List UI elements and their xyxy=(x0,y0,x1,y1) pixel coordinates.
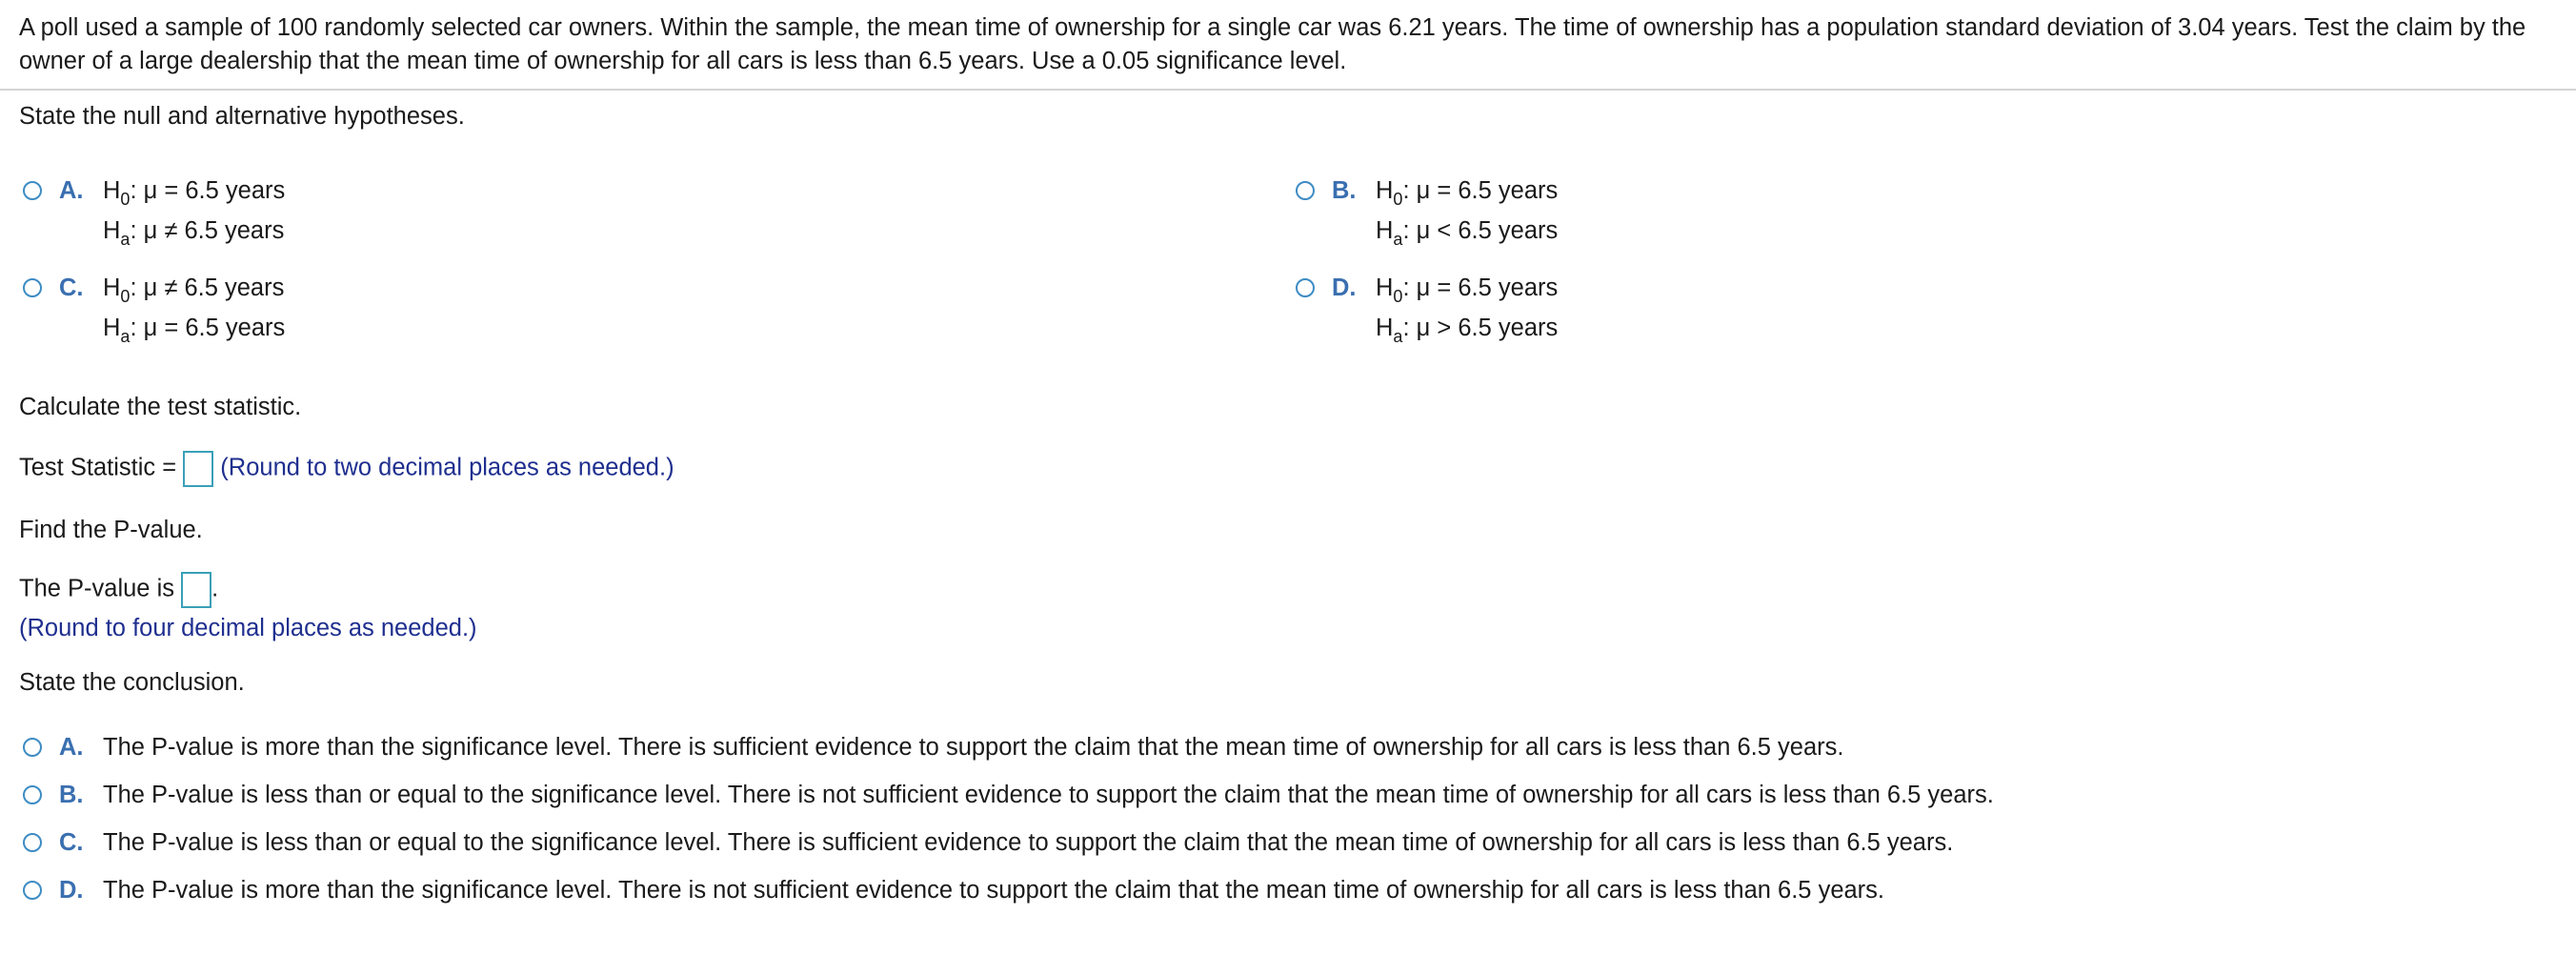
hypothesis-option-a-alt[interactable]: $H_a$: μ ≠ 6.5 years xyxy=(103,217,285,249)
conclusion-option-d-letter: D. xyxy=(59,877,84,904)
conclusion-prompt: State the conclusion. xyxy=(19,669,245,696)
hypothesis-option-c-null[interactable]: $H_0$: μ ≠ 6.5 years xyxy=(103,274,285,306)
hypothesis-option-a-radio[interactable] xyxy=(23,181,42,200)
problem-statement: A poll used a sample of 100 randomly selected car owners. Within the sample, the mean time of ownership for a single car was 6.21 years. The time of ownership has a population standard deviation of 3.04 years. Test the claim by the owner of a large dealership that the mean time of ownership for all cars is less than 6.5 years. Use a 0.05 significance level. xyxy=(19,14,2526,74)
conclusion-option-b-letter: B. xyxy=(59,782,84,808)
conclusion-option-c-text[interactable]: The P-value is less than or equal to the significance level. There is sufficient evidence to support the claim that the mean time of ownership for all cars is less than 6.5 years. xyxy=(103,829,1954,856)
p-value-hint: (Round to four decimal places as needed.) xyxy=(19,615,477,641)
hypothesis-option-b-radio[interactable] xyxy=(1296,181,1315,200)
hypotheses-prompt: State the null and alternative hypotheses. xyxy=(19,103,465,130)
hypothesis-option-d-null[interactable]: $H_0$: μ = 6.5 years xyxy=(1376,274,1559,306)
p-value-label: The P-value is xyxy=(19,575,174,602)
p-value-input[interactable] xyxy=(181,572,211,608)
divider xyxy=(0,89,2576,91)
test-statistic-prompt: Calculate the test statistic. xyxy=(19,394,302,420)
hypothesis-option-a-letter: A. xyxy=(59,177,84,204)
conclusion-option-d-radio[interactable] xyxy=(23,881,42,900)
hypothesis-option-b-alt[interactable]: $H_a$: μ < 6.5 years xyxy=(1376,217,1559,249)
conclusion-option-c-radio[interactable] xyxy=(23,833,42,852)
hypothesis-option-d-radio[interactable] xyxy=(1296,278,1315,297)
conclusion-option-a-text[interactable]: The P-value is more than the significance level. There is sufficient evidence to support the claim that the mean time of ownership for all cars is less than 6.5 years. xyxy=(103,734,1844,761)
conclusion-option-d-text[interactable]: The P-value is more than the significance level. There is not sufficient evidence to support the claim that the mean time of ownership for all cars is less than 6.5 years. xyxy=(103,877,1885,904)
hypothesis-option-c-alt[interactable]: $H_a$: μ = 6.5 years xyxy=(103,315,286,346)
conclusion-option-b-radio[interactable] xyxy=(23,785,42,804)
conclusion-option-a-radio[interactable] xyxy=(23,738,42,757)
test-statistic-hint: (Round to two decimal places as needed.) xyxy=(220,454,674,481)
hypothesis-option-c-letter: C. xyxy=(59,274,84,301)
hypothesis-option-d-alt[interactable]: $H_a$: μ > 6.5 years xyxy=(1376,315,1559,346)
hypothesis-option-c-radio[interactable] xyxy=(23,278,42,297)
hypothesis-option-b-null[interactable]: $H_0$: μ = 6.5 years xyxy=(1376,177,1559,209)
hypothesis-option-b-letter: B. xyxy=(1332,177,1357,204)
conclusion-option-c-letter: C. xyxy=(59,829,84,856)
test-statistic-label: Test Statistic = xyxy=(19,454,177,481)
conclusion-option-b-text[interactable]: The P-value is less than or equal to the significance level. There is not sufficient evidence to support the claim that the mean time of ownership for all cars is less than 6.5 years. xyxy=(103,782,1994,808)
p-value-prompt: Find the P-value. xyxy=(19,517,203,543)
test-statistic-input[interactable] xyxy=(183,451,213,487)
conclusion-option-a-letter: A. xyxy=(59,734,84,761)
hypothesis-option-d-letter: D. xyxy=(1332,274,1357,301)
p-value-row xyxy=(19,572,218,608)
p-value-suffix: . xyxy=(211,575,219,602)
test-statistic-row xyxy=(19,451,674,487)
hypothesis-option-a-null[interactable]: $H_0$: μ = 6.5 years xyxy=(103,177,286,209)
